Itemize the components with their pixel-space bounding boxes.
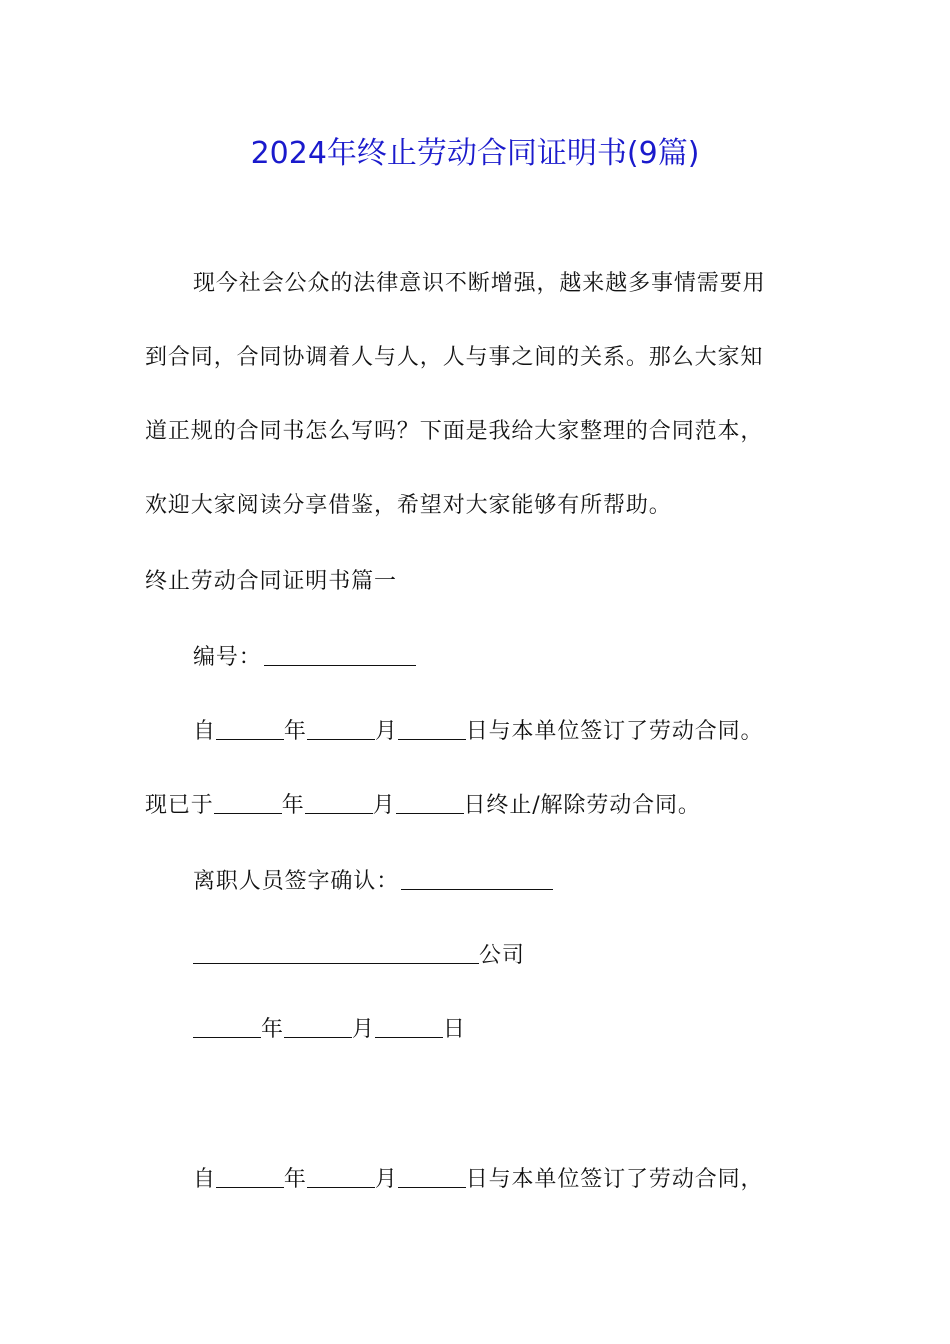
contract-prefix: 自 <box>193 1167 216 1192</box>
signature-field <box>193 866 553 898</box>
section-heading: 终止劳动合同证明书篇一 <box>145 569 397 594</box>
day-label: 日 <box>442 1017 466 1042</box>
month-blank <box>305 791 373 814</box>
day-blank <box>375 1015 443 1038</box>
terminate-line <box>145 790 701 822</box>
terminate-suffix: 日终止/解除劳动合同。 <box>463 793 701 818</box>
month-label: 月 <box>351 1017 375 1042</box>
intro-line-4: 欢迎大家阅读分享借鉴，希望对大家能够有所帮助。 <box>145 493 672 518</box>
company-field <box>193 940 525 972</box>
year-label: 年 <box>283 719 307 744</box>
year-blank <box>216 717 284 740</box>
company-blank <box>193 941 479 964</box>
number-label: 编号： <box>193 645 262 670</box>
contract-suffix: 日与本单位签订了劳动合同。 <box>465 719 764 744</box>
month-label: 月 <box>372 793 396 818</box>
day-blank <box>398 1165 466 1188</box>
intro-line-1: 现今社会公众的法律意识不断增强，越来越多事情需要用 <box>193 271 766 296</box>
month-blank <box>284 1015 352 1038</box>
month-label: 月 <box>374 719 398 744</box>
document-title: 2024年终止劳动合同证明书(9篇) <box>250 136 700 171</box>
year-blank <box>216 1165 284 1188</box>
terminate-prefix: 现已于 <box>145 793 214 818</box>
number-field <box>193 642 416 674</box>
day-blank <box>398 717 466 740</box>
year-blank <box>214 791 282 814</box>
year-label: 年 <box>281 793 305 818</box>
contract-sign-line <box>193 716 763 748</box>
month-blank <box>307 1165 375 1188</box>
intro-line-3: 道正规的合同书怎么写吗？下面是我给大家整理的合同范本， <box>145 419 764 444</box>
signature-label: 离职人员签字确认： <box>193 869 400 894</box>
intro-line-2: 到合同，合同协调着人与人，人与事之间的关系。那么大家知 <box>145 345 764 370</box>
signature-blank <box>401 867 553 890</box>
day-blank <box>396 791 464 814</box>
month-blank <box>307 717 375 740</box>
contract-suffix: 日与本单位签订了劳动合同， <box>465 1167 764 1192</box>
year-label: 年 <box>261 1017 284 1042</box>
month-label: 月 <box>374 1167 398 1192</box>
contract-prefix: 自 <box>193 719 216 744</box>
date-field <box>193 1014 466 1046</box>
company-label: 公司 <box>479 943 525 968</box>
number-blank <box>264 643 416 666</box>
year-blank <box>193 1015 261 1038</box>
contract-sign-line-2 <box>193 1164 763 1196</box>
year-label: 年 <box>283 1167 307 1192</box>
